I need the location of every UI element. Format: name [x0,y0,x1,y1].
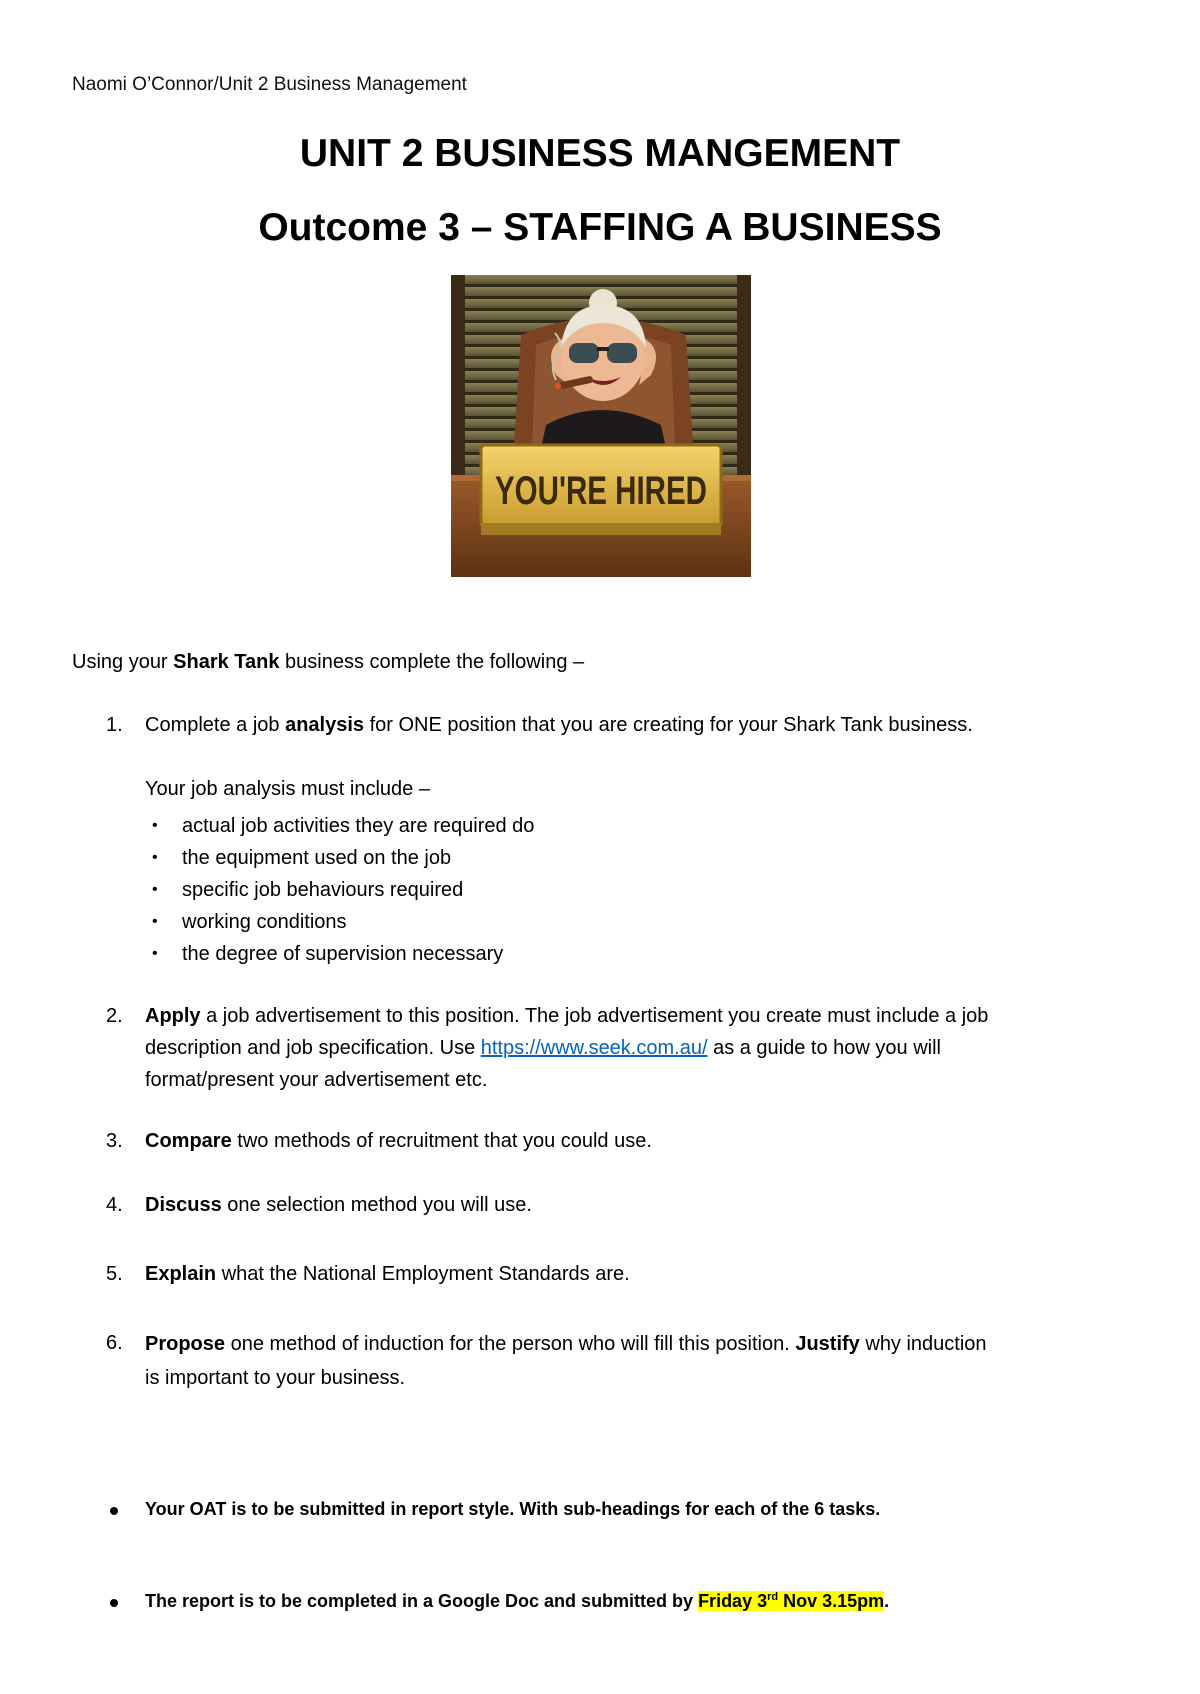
task-4-text: Discuss one selection method you will use. [145,1194,532,1216]
task-3-text: Compare two methods of recruitment that you could use. [145,1130,652,1152]
bullet-icon [110,1599,118,1607]
document-subtitle: Outcome 3 – STAFFING A BUSINESS [258,206,942,249]
job-analysis-list [140,810,534,970]
bullet-icon: • [152,945,158,962]
task-6-text: Propose one method of induction for the person who will fill this position. Justify why induction is important to your business. [145,1333,987,1389]
due-date-note: The report is to be completed in a Google Doc and submitted by Friday 3rd Nov 3.15pm. [145,1591,890,1611]
intro-line: Using your Shark Tank business complete the following – [72,651,585,673]
youre-hired-sign-text: YOU'RE HIRED [495,469,707,513]
task-5-text: Explain what the National Employment Standards are. [145,1263,630,1285]
list-item: • actual job activities they are required do [140,810,534,842]
task-1-text: Complete a job analysis for ONE position that you are creating for your Shark Tank business. [145,714,973,736]
bullet-icon [110,1507,118,1515]
bullet-icon: • [152,849,158,866]
bullet-icon: • [152,817,158,834]
list-item: • the degree of supervision necessary [140,938,534,970]
task-1-number: 1. [106,714,123,736]
youre-hired-image [451,275,751,577]
bullet-icon: • [152,913,158,930]
due-date-highlight: Friday 3rd Nov 3.15pm [698,1591,885,1611]
task-6-number: 6. [106,1332,123,1354]
task-4-number: 4. [106,1194,123,1216]
seek-link[interactable]: https://www.seek.com.au/ [480,1037,708,1059]
document-title: UNIT 2 BUSINESS MANGEMENT [299,132,901,175]
task-2-text: Apply a job advertisement to this position. The job advertisement you create must include a job description and job specification. Use https://www.seek.com.au/ as a guide to how you will format/present your advertisement etc. [145,1005,989,1091]
task-3-number: 3. [106,1130,123,1152]
running-header: Naomi O’Connor/Unit 2 Business Management [72,74,467,95]
submission-note: Your OAT is to be submitted in report style. With sub-headings for each of the 6 tasks. [145,1499,881,1519]
job-analysis-intro: Your job analysis must include – [145,778,430,800]
task-5-number: 5. [106,1263,123,1285]
list-item: • working conditions [140,906,534,938]
shark-tank-bold: Shark Tank [173,651,280,673]
list-item: • specific job behaviours required [140,874,534,906]
task-2-number: 2. [106,1005,123,1027]
list-item: • the equipment used on the job [140,842,534,874]
bullet-icon: • [152,881,158,898]
